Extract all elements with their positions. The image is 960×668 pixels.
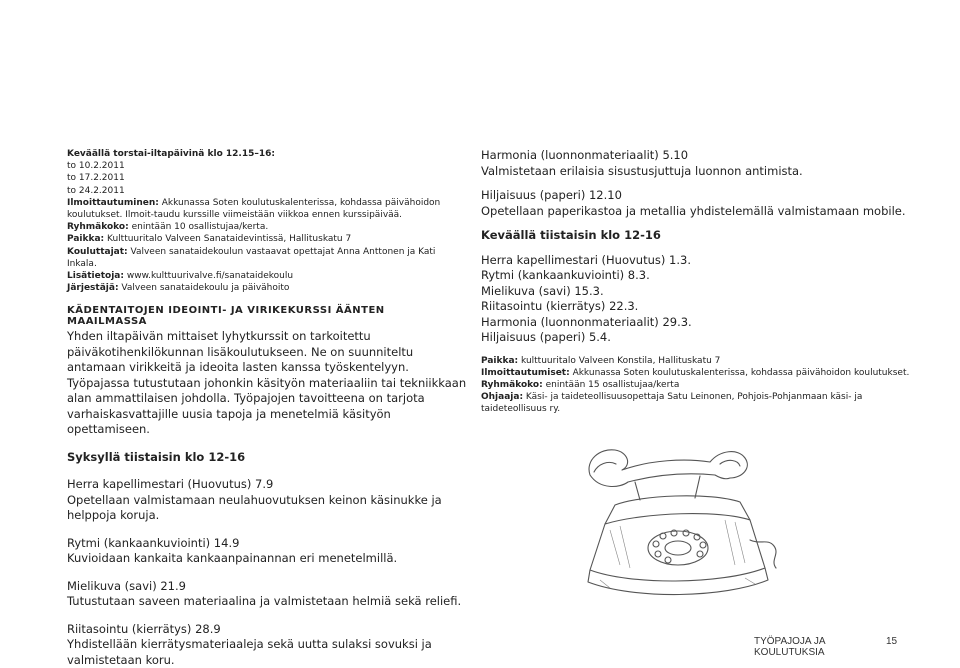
organizer-info: Järjestäjä: Valveen sanataidekoulu ja päivähoito — [67, 283, 290, 294]
group-size-info: Ryhmäkoko: enintään 15 osallistujaa/kerta — [481, 379, 680, 390]
workshop-desc: Opetellaan paperikastoa ja metallia yhdistelemällä valmistamaan mobile. — [481, 203, 906, 218]
registration-info: Ilmoittautuminen: Akkunassa Soten koulutuskalenterissa, kohdassa päivähoidon koulutukset. Ilmoit-taudu kurssille viimeistään viikkoa ennen kurssipäivää. — [67, 197, 441, 221]
more-info: Lisätietoja: www.kulttuurivalve.fi/sanataidekoulu — [67, 271, 294, 282]
workshop-desc: Tutustutaan saveen materiaalina ja valmistetaan helmiä sekä reliefi. — [67, 594, 462, 609]
date-line: to 17.2.2011 — [67, 173, 125, 184]
workshop-title: Rytmi (kankaankuviointi) 14.9 — [67, 535, 240, 550]
instructor-info: Ohjaaja: Käsi- ja taideteollisuusopettaja Satu Leinonen, Pohjois-Pohjanmaan käsi- ja taideteollisuus ry. — [481, 392, 863, 415]
workshop-title: Mielikuva (savi) 21.9 — [67, 578, 186, 593]
trainers-info: Kouluttajat: Valveen sanataidekoulun vastaavat opettajat Anna Anttonen ja Kati Inkala. — [67, 246, 436, 269]
course-heading: KÄDENTAITOJEN IDEOINTI- JA VIRIKEKURSSI ÄÄNTEN MAAILMASSA — [67, 305, 385, 328]
spring-item: Herra kapellimestari (Huovutus) 1.3. — [481, 252, 691, 267]
workshop-title: Harmonia (luonnonmateriaalit) 5.10 — [481, 148, 689, 162]
workshop-desc: Valmistetaan erilaisia sisustusjuttuja luonnon antimista. — [481, 163, 803, 178]
date-line: to 24.2.2011 — [67, 185, 125, 196]
spring-item: Hiljaisuus (paperi) 5.4. — [481, 330, 611, 344]
workshop-desc: Opetellaan valmistamaan neulahuovutuksen keinon käsinukke ja helppoja koruja. — [67, 492, 442, 523]
intro-line: Keväällä torstai-iltapäivinä klo 12.15–16: — [67, 149, 275, 159]
telephone-illustration — [560, 420, 790, 620]
course-description: Yhden iltapäivän mittaiset lyhytkurssit on tarkoitettu päiväkotihenkilökunnan lisäkoulutukseen. Ne on suunniteltu antamaan virikkeitä ja ideoita lasten kanssa työskentelyyn. Työpajassa tutustutaan johonkin käsityön materiaaliin tai tekniikkaan alan ammattilaisen johdolla. Työpajojen tavoitteena on tarjota varhaiskasvattajille uusia tapoja ja menetelmiä käsityön opettamiseen. — [67, 329, 467, 437]
spring-item: Mielikuva (savi) 15.3. — [481, 283, 604, 298]
spring-item: Harmonia (luonnonmateriaalit) 29.3. — [481, 314, 692, 329]
group-size-info: Ryhmäkoko: enintään 10 osallistujaa/kerta. — [67, 222, 269, 233]
right-column — [481, 148, 921, 416]
workshop-desc: Yhdistellään kierrätysmateriaaleja sekä uutta sulaksi sovuksi ja valmistetaan koru. — [67, 637, 432, 667]
left-column — [67, 148, 467, 668]
spring-item: Riitasointu (kierrätys) 22.3. — [481, 299, 639, 313]
registration-info: Ilmoittautumiset: Akkunassa Soten koulutuskalenterissa, kohdassa päivähoidon koulutukset. — [481, 367, 910, 378]
workshop-title: Riitasointu (kierrätys) 28.9 — [67, 621, 221, 636]
date-line: to 10.2.2011 — [67, 161, 125, 172]
place-info: Paikka: Kulttuuritalo Valveen Sanataidevintissä, Hallituskatu 7 — [67, 234, 352, 245]
autumn-heading: Syksyllä tiistaisin klo 12-16 — [67, 449, 246, 464]
place-info: Paikka: kulttuuritalo Valveen Konstila, Hallituskatu 7 — [481, 355, 721, 366]
workshop-desc: Kuvioidaan kankaita kankaanpainannan eri menetelmillä. — [67, 551, 398, 566]
spring-heading: Keväällä tiistaisin klo 12-16 — [481, 228, 661, 242]
footer-section-label: TYÖPAJOJA JA KOULUTUKSIA — [754, 636, 826, 658]
workshop-title: Hiljaisuus (paperi) 12.10 — [481, 188, 622, 202]
spring-item: Rytmi (kankaankuviointi) 8.3. — [481, 268, 650, 282]
workshop-title: Herra kapellimestari (Huovutus) 7.9 — [67, 477, 274, 492]
page-number: 15 — [886, 636, 898, 647]
